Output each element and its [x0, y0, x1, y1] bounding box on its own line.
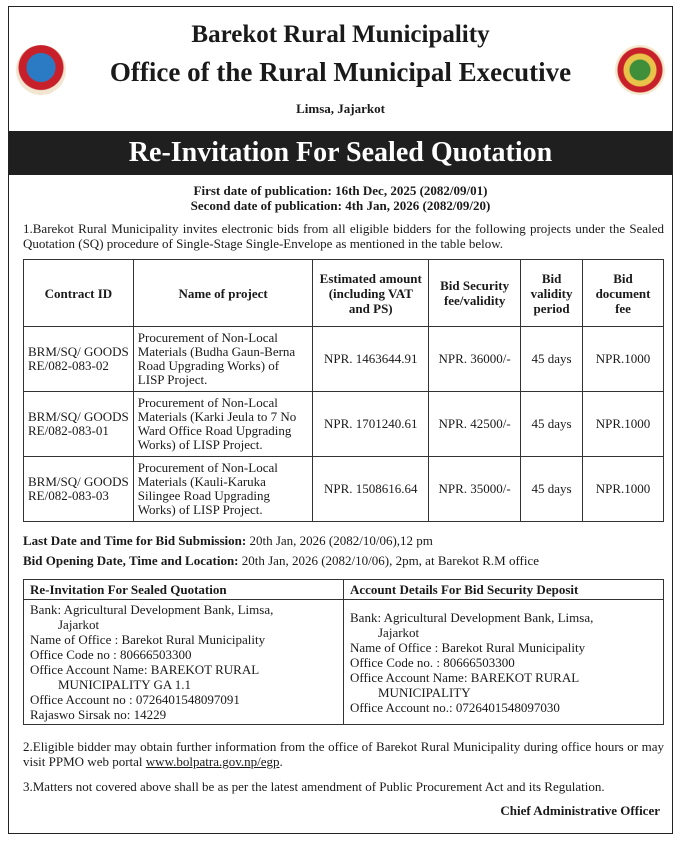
notice-page: [8, 6, 673, 834]
note-2-text: 2.Eligible bidder may obtain further information from the office of Barekot Rural Municipality during office hours or may visit PPMO web portal: [23, 739, 664, 769]
signatory: Chief Administrative Officer: [500, 803, 660, 818]
account-name-cont: MUNICIPALITY GA 1.1: [58, 677, 192, 692]
account-name-line: Office Account Name: BAREKOT RURAL: [350, 670, 580, 685]
municipality-logo-icon: [615, 45, 665, 95]
location: Limsa, Jajarkot: [296, 101, 385, 116]
account-no-line: Office Account no : 0726401548097091: [30, 692, 240, 707]
bank-line: Bank: Agricultural Development Bank, Limsa,: [350, 610, 594, 625]
amount-cell: NPR. 1463644.91: [313, 327, 429, 392]
account-name-line: Office Account Name: BAREKOT RURAL: [30, 662, 260, 677]
bank-line: Bank: Agricultural Development Bank, Limsa,: [30, 602, 274, 617]
contract-id-cell: BRM/SQ/ GOODS RE/082-083-03: [24, 457, 134, 522]
amount-cell: NPR. 1701240.61: [313, 392, 429, 457]
ppmo-portal-link[interactable]: www.bolpatra.gov.np/egp: [145, 754, 280, 769]
notice-title: Re-Invitation For Sealed Quotation: [9, 131, 672, 175]
header: [9, 7, 672, 131]
security-cell: NPR. 36000/-: [429, 327, 521, 392]
doc-fee-cell: NPR.1000: [583, 457, 664, 522]
table-row: [24, 327, 664, 392]
account-name-cont: MUNICIPALITY: [378, 685, 471, 700]
opening-date: [23, 553, 539, 569]
col-header-validity: Bid validity period: [521, 260, 583, 327]
note-3: 3.Matters not covered above shall be as per the latest amendment of Public Procurement Act and its Regulation.: [23, 779, 605, 794]
tender-account-box: [24, 600, 344, 725]
col-header-project: Name of project: [133, 260, 313, 327]
project-cell: Procurement of Non-Local Materials (Budha Gaun-Berna Road Upgrading Works) of LISP Project.: [133, 327, 313, 392]
security-cell: NPR. 42500/-: [429, 392, 521, 457]
contract-id-cell: BRM/SQ/ GOODS RE/082-083-01: [24, 392, 134, 457]
bank-line-cont: Jajarkot: [378, 625, 420, 640]
amount-cell: NPR. 1508616.64: [313, 457, 429, 522]
bid-table: [23, 259, 664, 522]
office-code-line: Office Code no : 80666503300: [30, 647, 192, 662]
project-cell: Procurement of Non-Local Materials (Karki Jeula to 7 No Ward Office Road Upgrading Works) of LISP Project.: [133, 392, 313, 457]
revenue-head-line: Rajaswo Sirsak no: 14229: [30, 707, 167, 722]
bank-line-cont: Jajarkot: [58, 617, 100, 632]
doc-fee-cell: NPR.1000: [583, 392, 664, 457]
validity-cell: 45 days: [521, 327, 583, 392]
municipality-name: Barekot Rural Municipality: [191, 21, 490, 48]
account-no-line: Office Account no.: 0726401548097030: [350, 700, 560, 715]
table-header-row: [24, 260, 664, 327]
col-header-doc-fee: Bid document fee: [583, 260, 664, 327]
table-row: [24, 457, 664, 522]
first-publication-date: First date of publication: 16th Dec, 2025 (2082/09/01): [193, 183, 488, 198]
project-cell: Procurement of Non-Local Materials (Kauli-Karuka Silingee Road Upgrading Works) of LISP Project.: [133, 457, 313, 522]
submission-deadline: [23, 533, 433, 549]
office-code-line: Office Code no. : 80666503300: [350, 655, 515, 670]
office-name-line: Name of Office : Barekot Rural Municipality: [30, 632, 266, 647]
second-publication-date: Second date of publication: 4th Jan, 2026 (2082/09/20): [190, 198, 491, 213]
table-row: [24, 392, 664, 457]
doc-fee-cell: NPR.1000: [583, 327, 664, 392]
col-header-contract-id: Contract ID: [24, 260, 134, 327]
account-details-table: [23, 579, 664, 725]
submission-label: Last Date and Time for Bid Submission:: [23, 533, 247, 548]
security-cell: NPR. 35000/-: [429, 457, 521, 522]
submission-value: 20th Jan, 2026 (2082/10/06),12 pm: [249, 533, 433, 548]
right-box-title: Account Details For Bid Security Deposit: [344, 580, 664, 600]
validity-cell: 45 days: [521, 392, 583, 457]
opening-value: 20th Jan, 2026 (2082/10/06), 2pm, at Barekot R.M office: [241, 553, 540, 568]
col-header-security: Bid Security fee/validity: [429, 260, 521, 327]
intro-paragraph: 1.Barekot Rural Municipality invites electronic bids from all eligible bidders for the following projects under the Sealed Quotation (SQ) procedure of Single-Stage Single-Envelope as mentioned in the table below.: [23, 221, 664, 251]
validity-cell: 45 days: [521, 457, 583, 522]
opening-label: Bid Opening Date, Time and Location:: [23, 553, 239, 568]
note-2: [23, 739, 664, 769]
security-account-box: [344, 600, 664, 725]
contract-id-cell: BRM/SQ/ GOODS RE/082-083-02: [24, 327, 134, 392]
col-header-amount: Estimated amount (including VAT and PS): [313, 260, 429, 327]
note-2-period: .: [279, 754, 283, 769]
office-name-line: Name of Office : Barekot Rural Municipality: [350, 640, 586, 655]
office-name: Office of the Rural Municipal Executive: [109, 57, 572, 87]
left-box-title: Re-Invitation For Sealed Quotation: [24, 580, 344, 600]
